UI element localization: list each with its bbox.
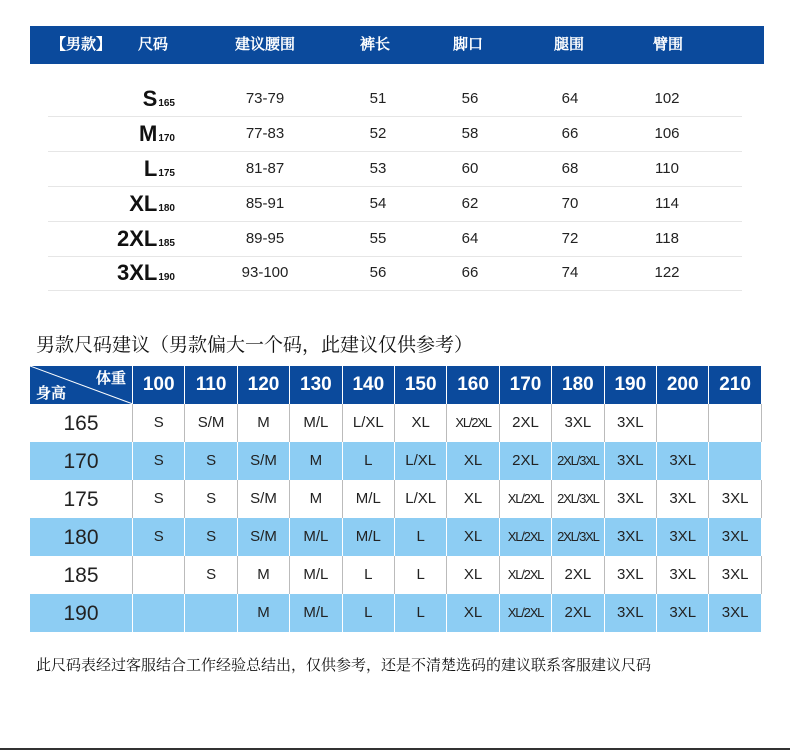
cell-hip: 118	[655, 230, 679, 247]
recommend-cell: 3XL	[709, 518, 761, 556]
recommend-cell: L	[395, 594, 447, 632]
cell-hem: 56	[461, 90, 479, 107]
size-height: 165	[158, 98, 175, 109]
recommend-cell: 2XL	[500, 442, 552, 480]
size-height: 185	[158, 238, 175, 249]
recommend-cell: S	[133, 442, 185, 480]
recommend-cell: M/L	[290, 594, 342, 632]
recommend-cell: L	[395, 556, 447, 594]
cell-waist: 89-95	[245, 230, 285, 247]
recommend-cell: XL	[447, 442, 499, 480]
recommend-cell: 3XL	[605, 480, 657, 518]
corner-weight-label: 体重	[95, 370, 126, 387]
header-waist: 建议腰围	[234, 36, 296, 53]
corner-cell	[30, 366, 133, 404]
cell-hip: 102	[654, 90, 680, 107]
weight-header: 170	[500, 366, 552, 404]
recommend-row	[30, 594, 762, 632]
cell-hip: 122	[654, 264, 680, 281]
cell-hem: 60	[461, 160, 479, 177]
cell-hem: 62	[461, 195, 479, 212]
size-height: 180	[158, 203, 175, 214]
recommend-cell: S/M	[238, 442, 290, 480]
recommend-cell: 3XL	[657, 442, 709, 480]
height-cell: 190	[30, 594, 133, 632]
recommend-cell: 3XL	[709, 594, 761, 632]
recommend-cell: L/XL	[343, 404, 395, 442]
recommend-cell: XL	[395, 404, 447, 442]
recommend-cell: XL/2XL	[500, 594, 552, 632]
weight-header: 150	[395, 366, 447, 404]
recommend-cell: 2XL	[552, 556, 604, 594]
recommend-cell: S	[133, 480, 185, 518]
weight-header: 190	[605, 366, 657, 404]
cell-waist: 85-91	[245, 195, 285, 212]
footer-note: 此尺码表经过客服结合工作经验总结出，仅供参考，还是不清楚选码的建议联系客服建议尺码	[36, 657, 652, 674]
size-label	[129, 187, 175, 226]
weight-header: 130	[290, 366, 342, 404]
recommend-cell: 2XL	[552, 594, 604, 632]
size-code: S	[142, 86, 158, 111]
cell-length: 53	[369, 160, 387, 177]
recommend-cell: XL/2XL	[500, 480, 552, 518]
size-row	[48, 187, 742, 222]
size-row	[48, 82, 742, 117]
recommend-cell: S	[185, 480, 237, 518]
size-height: 190	[158, 272, 175, 283]
recommend-row	[30, 556, 762, 594]
recommend-cell: 2XL/3XL	[552, 442, 604, 480]
recommend-cell: 2XL	[500, 404, 552, 442]
weight-header: 210	[709, 366, 761, 404]
cell-waist: 77-83	[245, 125, 285, 142]
cell-hem: 58	[461, 125, 479, 142]
size-code: M	[138, 121, 158, 146]
bottom-divider	[0, 748, 790, 750]
cell-thigh: 74	[561, 264, 579, 281]
size-table-header	[30, 26, 764, 64]
recommend-cell: 3XL	[657, 480, 709, 518]
recommend-cell: M/L	[290, 556, 342, 594]
weight-header: 180	[552, 366, 604, 404]
recommend-cell: M	[290, 442, 342, 480]
header-hip: 臂围	[652, 36, 684, 53]
recommend-cell	[657, 404, 709, 442]
cell-waist: 73-79	[245, 90, 285, 107]
weight-header: 200	[657, 366, 709, 404]
cell-thigh: 70	[561, 195, 579, 212]
recommend-cell: 2XL/3XL	[552, 480, 604, 518]
cell-thigh: 66	[561, 125, 579, 142]
cell-length: 51	[369, 90, 387, 107]
recommend-row	[30, 480, 762, 518]
recommend-cell: M	[238, 594, 290, 632]
cell-thigh: 68	[561, 160, 579, 177]
recommend-cell: M	[238, 556, 290, 594]
cell-length: 55	[369, 230, 387, 247]
recommend-row	[30, 404, 762, 442]
recommend-cell: S	[133, 404, 185, 442]
recommend-cell	[709, 404, 761, 442]
weight-header: 160	[447, 366, 499, 404]
cell-hem: 64	[461, 230, 479, 247]
corner-height-label: 身高	[36, 385, 67, 402]
size-height: 175	[158, 168, 175, 179]
cell-length: 54	[369, 195, 387, 212]
size-row	[48, 117, 742, 152]
recommend-cell: 3XL	[657, 518, 709, 556]
recommend-cell: S/M	[185, 404, 237, 442]
height-cell: 185	[30, 556, 133, 594]
recommend-cell: 3XL	[657, 594, 709, 632]
recommend-cell: 3XL	[605, 556, 657, 594]
cell-length: 56	[369, 264, 387, 281]
recommend-row	[30, 442, 762, 480]
recommend-table	[30, 366, 762, 632]
size-label	[139, 117, 175, 156]
height-cell: 180	[30, 518, 133, 556]
size-code: 3XL	[116, 260, 158, 285]
size-code: L	[143, 156, 158, 181]
recommend-cell: 3XL	[605, 404, 657, 442]
recommend-cell: S/M	[238, 480, 290, 518]
header-hem: 脚口	[452, 36, 484, 53]
recommend-cell: 3XL	[552, 404, 604, 442]
recommend-cell: XL/2XL	[500, 518, 552, 556]
recommend-cell: S	[185, 556, 237, 594]
recommend-cell: S	[133, 518, 185, 556]
header-size: 尺码	[137, 36, 169, 53]
header-gender: 【男款】	[50, 36, 112, 53]
recommend-cell: XL	[447, 480, 499, 518]
size-label	[143, 82, 175, 121]
recommend-cell: L	[395, 518, 447, 556]
recommend-table-header	[30, 366, 762, 404]
recommend-title: 男款尺码建议（男款偏大一个码，此建议仅供参考）	[36, 335, 474, 356]
recommend-cell: S/M	[238, 518, 290, 556]
recommend-cell: 3XL	[657, 556, 709, 594]
recommend-cell: 3XL	[605, 518, 657, 556]
size-height: 170	[158, 133, 175, 144]
recommend-cell	[133, 594, 185, 632]
cell-length: 52	[369, 125, 387, 142]
recommend-cell: M/L	[290, 404, 342, 442]
recommend-cell: L/XL	[395, 480, 447, 518]
recommend-cell: 2XL/3XL	[552, 518, 604, 556]
recommend-cell: 3XL	[709, 480, 761, 518]
size-row	[48, 152, 742, 187]
weight-header: 110	[185, 366, 237, 404]
recommend-cell: 3XL	[605, 594, 657, 632]
cell-hip: 106	[654, 125, 680, 142]
cell-hip: 110	[655, 160, 679, 177]
size-label	[144, 152, 175, 191]
recommend-cell: M	[238, 404, 290, 442]
recommend-cell: M/L	[343, 518, 395, 556]
cell-hem: 66	[461, 264, 479, 281]
recommend-cell: L	[343, 594, 395, 632]
weight-header: 120	[238, 366, 290, 404]
height-cell: 175	[30, 480, 133, 518]
cell-waist: 81-87	[245, 160, 285, 177]
recommend-cell: L/XL	[395, 442, 447, 480]
cell-thigh: 72	[561, 230, 579, 247]
recommend-cell: M	[290, 480, 342, 518]
recommend-cell	[709, 442, 761, 480]
size-code: XL	[129, 191, 158, 216]
recommend-cell: XL	[447, 556, 499, 594]
recommend-cell: 3XL	[605, 442, 657, 480]
cell-waist: 93-100	[241, 264, 289, 281]
recommend-cell: S	[185, 518, 237, 556]
recommend-cell: L	[343, 556, 395, 594]
size-row	[48, 256, 742, 291]
recommend-cell: XL	[447, 518, 499, 556]
recommend-row	[30, 518, 762, 556]
header-thigh: 腿围	[553, 36, 585, 53]
weight-header: 100	[133, 366, 185, 404]
cell-thigh: 64	[561, 90, 579, 107]
recommend-cell: XL/2XL	[500, 556, 552, 594]
size-label	[117, 256, 175, 295]
header-length: 裤长	[359, 36, 391, 53]
recommend-cell: XL	[447, 594, 499, 632]
recommend-cell: S	[185, 442, 237, 480]
height-cell: 165	[30, 404, 133, 442]
weight-header: 140	[343, 366, 395, 404]
cell-hip: 114	[655, 195, 679, 212]
recommend-cell: L	[343, 442, 395, 480]
height-cell: 170	[30, 442, 133, 480]
recommend-cell	[133, 556, 185, 594]
recommend-cell: XL/2XL	[447, 404, 499, 442]
recommend-cell: M/L	[343, 480, 395, 518]
recommend-cell: M/L	[290, 518, 342, 556]
size-code: 2XL	[116, 226, 158, 251]
size-row	[48, 222, 742, 257]
recommend-cell: 3XL	[709, 556, 761, 594]
recommend-cell	[185, 594, 237, 632]
